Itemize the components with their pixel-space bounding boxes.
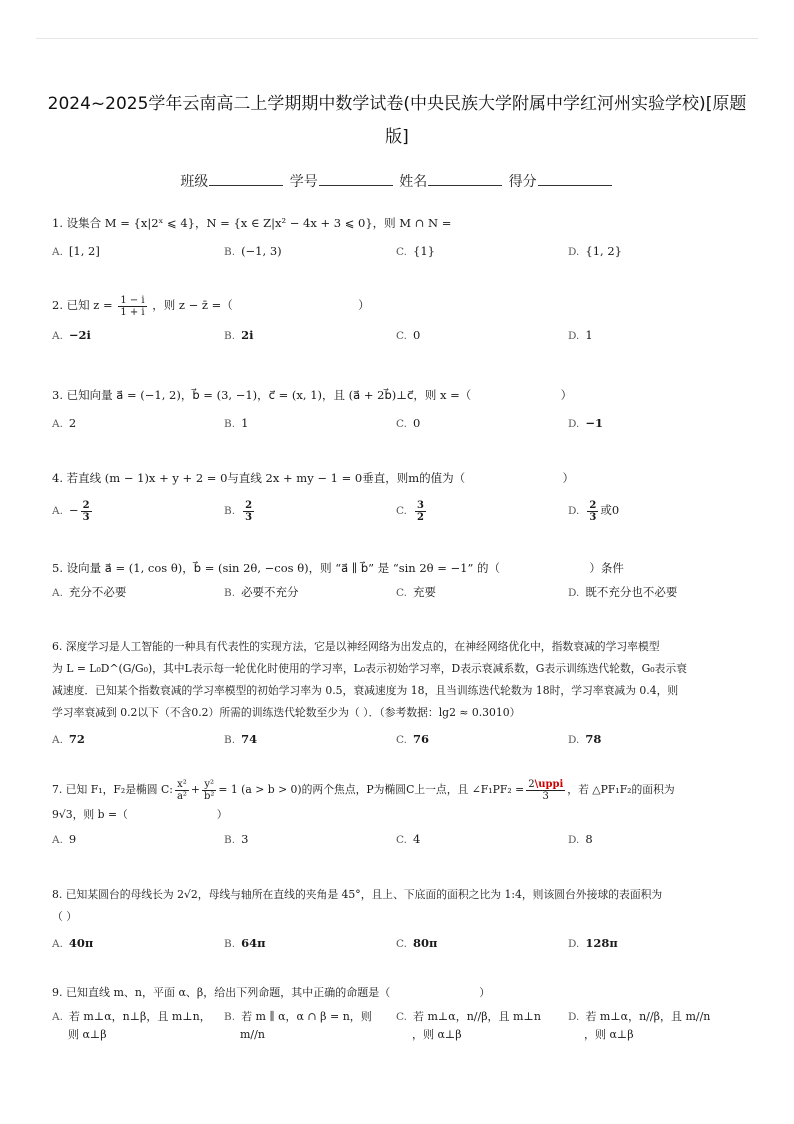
answer-blank: （ ） <box>52 910 78 923</box>
id-label: 学号 <box>289 174 318 190</box>
name-blank[interactable] <box>428 172 502 186</box>
option-c[interactable]: C. 80π <box>396 936 438 950</box>
question-text-line: 学习率衰减到 0.2以下（不含0.2）所需的训练迭代轮数至少为（ ）．（参考数据：lg2 ≈ 0.3010） <box>52 706 521 719</box>
option-d[interactable]: D. $\frac{2}{3}$ 或0 <box>568 499 620 523</box>
question-number: 6. <box>52 640 63 653</box>
top-divider <box>36 38 758 39</box>
question-stem: 3. 已知向量 a⃗ = (−1, 2)，b⃗ = (3, −1)，c⃗ = (x, 1)，且 (a⃗ + 2b⃗)⊥c⃗，则 x =（ ） <box>52 388 573 402</box>
option-d[interactable]: D. 78 <box>568 732 602 746</box>
option-a[interactable]: A. 72 <box>52 732 85 746</box>
question-number: 7. <box>52 783 63 796</box>
question-1 <box>52 212 742 262</box>
question-text: 设集合 M = {x|2ˣ ⩽ 4}，N = {x ∈ Z|x² − 4x + 3 ⩽ 0}，则 M ∩ N = <box>66 216 452 230</box>
option-d[interactable]: D. −1 <box>568 416 604 430</box>
question-number: 3. <box>52 388 63 402</box>
option-b[interactable]: B. 2i <box>224 327 254 342</box>
question-stem: 7. 已知 F₁，F₂是椭圆 C: $\frac{\text{x²}}{\text{a²}}$ + $\frac{\text{y²}}{\text{b²}}$ = 1 (a > b > 0)的两个焦点，P为椭圆C上一点，且 ∠F₁PF₂ = $\frac{\text{2\textbackslash{}uppi}}{3}$ ，若 △PF₁F₂的面积为 <box>52 778 675 802</box>
option-b[interactable]: B. $\frac{2}{3}$ <box>224 499 253 523</box>
question-text-line: 减速度．已知某个指数衰减的学习率模型的初始学习率为 0.5，衰减速度为 18，且当训练迭代轮数为 18时，学习率衰减为 0.4，则 <box>52 684 679 697</box>
question-number: 9. <box>52 986 63 999</box>
question-text: 已知某圆台的母线长为 2√2，母线与轴所在直线的夹角是 45°，且上、下底面的面积之比为 1:4，则该圆台外接球的表面积为 <box>65 888 663 901</box>
fraction: $\frac{1 - i}{1 + i}$ <box>120 294 145 318</box>
options-row <box>52 932 742 954</box>
option-b[interactable]: B. 必要不充分 <box>224 585 299 599</box>
name-label: 姓名 <box>399 174 428 190</box>
question-number: 4. <box>52 471 63 485</box>
question-stem: 4. 若直线 (m − 1)x + y + 2 = 0与直线 2x + my − 1 = 0垂直，则m的值为（ ） <box>52 471 574 485</box>
question-stem-line2: 9√3，则 b =（ ） <box>52 808 228 821</box>
question-text: 若直线 (m − 1)x + y + 2 = 0与直线 2x + my − 1 = 0垂直，则m的值为（ <box>66 471 466 485</box>
class-label: 班级 <box>180 174 209 190</box>
option-a[interactable]: A. −2i <box>52 327 91 342</box>
question-stem: 5. 设向量 a⃗ = (1, cos θ)，b⃗ = (sin 2θ, −cos θ)，则 “a⃗ ∥ b⃗” 是 “sin 2θ = −1” 的（ ）条件 <box>52 561 624 575</box>
question-text: 已知直线 m、n，平面 α、β，给出下列命题，其中正确的命题是（ <box>66 986 391 999</box>
option-c[interactable]: C. 4 <box>396 832 421 846</box>
option-d[interactable]: D. 128π <box>568 936 618 950</box>
question-7 <box>52 776 742 850</box>
option-d[interactable]: D. 8 <box>568 832 593 846</box>
options-row <box>52 412 742 434</box>
option-a[interactable]: A. 40π <box>52 936 94 950</box>
options-row <box>52 581 742 603</box>
option-c[interactable]: C. 充要 <box>396 585 436 599</box>
option-a[interactable]: A. 9 <box>52 832 77 846</box>
options-row <box>52 324 742 346</box>
option-c[interactable]: C. {1} <box>396 244 435 258</box>
id-blank[interactable] <box>319 172 393 186</box>
question-text-line: 为 L = L₀D^(G/G₀)，其中L表示每一轮优化时使用的学习率，L₀表示初始学习率，D表示衰减系数，G表示训练迭代轮数，G₀表示衰 <box>52 662 687 675</box>
score-blank[interactable] <box>538 172 612 186</box>
question-stem <box>52 212 742 234</box>
option-c[interactable]: C. $\frac{3}{2}$ <box>396 499 424 523</box>
score-label: 得分 <box>508 174 537 190</box>
option-c[interactable]: C. 若 m⊥α，n//β，且 m⊥n ，则 α⊥β <box>396 1010 541 1041</box>
option-c[interactable]: C. 0 <box>396 416 421 430</box>
option-d[interactable]: D. 1 <box>568 327 593 342</box>
question-6 <box>52 636 742 750</box>
class-blank[interactable] <box>209 172 283 186</box>
question-number: 1. <box>52 216 63 230</box>
option-b[interactable]: B. 3 <box>224 832 249 846</box>
question-4 <box>52 467 742 525</box>
question-number: 2. <box>52 298 63 312</box>
question-2 <box>52 294 742 346</box>
question-9 <box>52 982 742 1048</box>
option-b[interactable]: B. 若 m ∥ α，α ∩ β = n，则 m//n <box>224 1010 372 1041</box>
options-row <box>52 495 742 525</box>
question-stem: 2. 已知 z = $\frac{1 - i}{1 + i}$ ，则 z − z̄ =（ ） <box>52 294 370 318</box>
student-info-line <box>0 171 794 191</box>
option-d[interactable]: D. 若 m⊥α，n//β，且 m//n ，则 α⊥β <box>568 1010 711 1041</box>
option-a[interactable]: A. [1, 2] <box>52 244 100 258</box>
option-d[interactable]: D. 既不充分也不必要 <box>568 585 678 599</box>
question-stem: 6. 深度学习是人工智能的一种具有代表性的实现方法，它是以神经网络为出发点的，在神经网络优化中，指数衰减的学习率模型 <box>52 640 660 653</box>
option-d[interactable]: D. {1, 2} <box>568 244 622 258</box>
option-a[interactable]: A. − $\frac{2}{3}$ <box>52 499 90 523</box>
option-b[interactable]: B. 1 <box>224 416 249 430</box>
option-a[interactable]: A. 充分不必要 <box>52 585 127 599</box>
question-8 <box>52 884 742 954</box>
option-a[interactable]: A. 2 <box>52 416 77 430</box>
question-3 <box>52 384 742 434</box>
question-number: 8. <box>52 888 63 901</box>
question-number: 5. <box>52 561 63 575</box>
question-5 <box>52 557 742 603</box>
options-row <box>52 1008 742 1048</box>
page-title: 2024~2025学年云南高二上学期期中数学试卷(中央民族大学附属中学红河州实验学校)[原题版] <box>47 94 747 147</box>
question-text: 已知向量 a⃗ = (−1, 2)，b⃗ = (3, −1)，c⃗ = (x, 1)，且 (a⃗ + 2b⃗)⊥c⃗，则 x =（ <box>66 388 472 402</box>
question-stem: 9. 已知直线 m、n，平面 α、β，给出下列命题，其中正确的命题是（ ） <box>52 986 491 999</box>
option-b[interactable]: B. 64π <box>224 936 266 950</box>
question-text: 设向量 a⃗ = (1, cos θ)，b⃗ = (sin 2θ, −cos θ)，则 “a⃗ ∥ b⃗” 是 “sin 2θ = −1” 的（ <box>66 561 501 575</box>
options-row <box>52 828 742 850</box>
option-c[interactable]: C. 76 <box>396 732 430 746</box>
option-c[interactable]: C. 0 <box>396 327 421 342</box>
question-stem <box>52 884 742 906</box>
options-row <box>52 240 742 262</box>
options-row <box>52 728 742 750</box>
option-a[interactable]: A. 若 m⊥α，n⊥β，且 m⊥n， 则 α⊥β <box>52 1010 211 1041</box>
option-b[interactable]: B. (−1, 3) <box>224 244 282 258</box>
option-b[interactable]: B. 74 <box>224 732 258 746</box>
